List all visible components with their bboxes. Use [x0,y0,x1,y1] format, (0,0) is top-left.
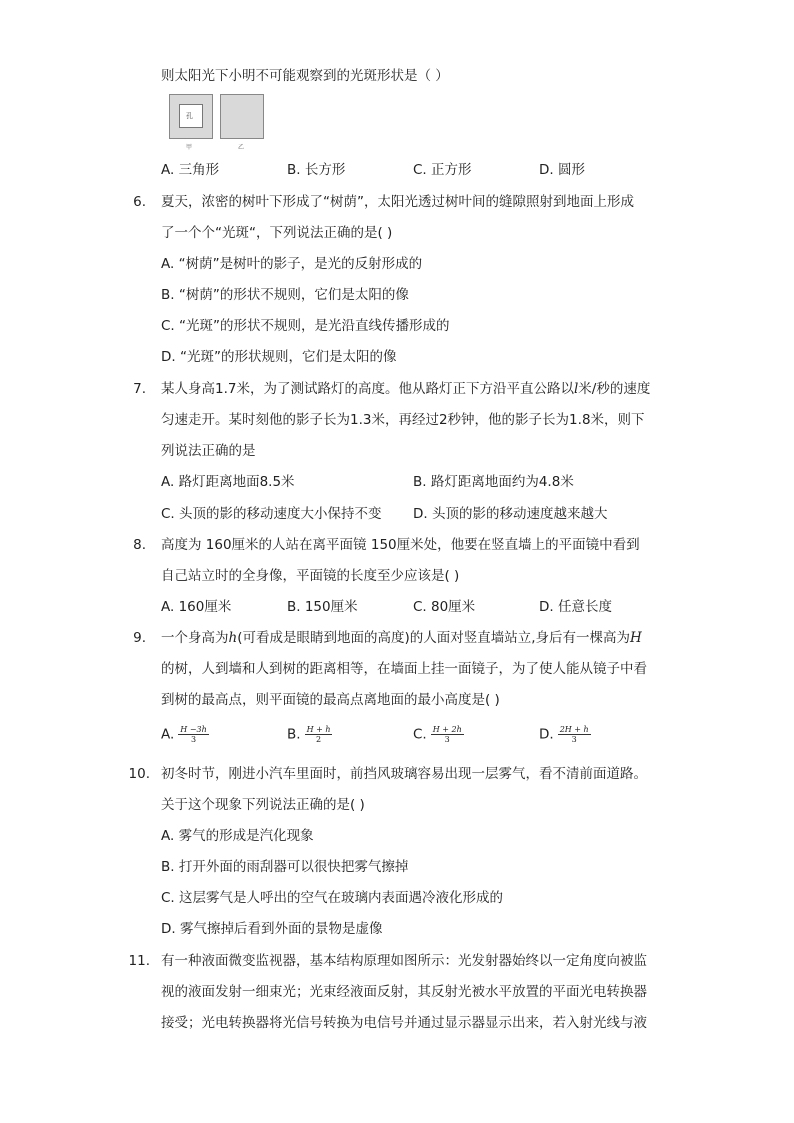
q9-number: 9. [133,630,146,646]
q7-number: 7. [133,381,146,397]
q7-option-a[interactable]: A. 路灯距离地面8.5米 [161,474,295,490]
q10-option-b[interactable]: B. 打开外面的雨刮器可以很快把雾气擦掉 [161,859,409,875]
figure-yi [220,94,264,139]
q10-option-c[interactable]: C. 这层雾气是人呼出的空气在玻璃内表面遇冷液化形成的 [161,890,504,906]
q9-stem-line3: 到树的最高点，则平面镜的最高点离地面的最小高度是( ) [161,692,500,708]
q9-var-h: h [228,630,238,646]
q9-stem-line1 [161,629,642,647]
figure-yi-caption: 乙 [238,144,245,151]
q9-option-c-fraction [431,725,464,744]
q8-stem-line2: 自己站立时的全身像，平面镜的长度至少应该是( ) [161,568,460,584]
q10-option-d[interactable]: D. 雾气擦掉后看到外面的景物是虚像 [161,921,383,937]
q8-stem-line1: 高度为 160厘米的人站在离平面镜 150厘米处，他要在竖直墙上的平面镜中看到 [161,537,640,553]
q7-var-l: l [573,381,579,397]
q5-option-c[interactable]: C. 正方形 [413,162,472,178]
q9-option-c-denominator: 3 [444,735,450,744]
q10-stem-line1: 初冬时节，刚进小汽车里面时，前挡风玻璃容易出现一层雾气，看不清前面道路。 [161,766,647,782]
q6-stem-line1: 夏天，浓密的树叶下形成了“树荫”，太阳光透过树叶间的缝隙照射到地面上形成 [161,194,634,210]
q9-stem-line1-b: (可看成是眼睛到地面的高度)的人面对竖直墙站立,身后有一棵高为 [237,630,631,646]
q9-option-b-numerator: H + h [306,725,331,734]
q6-option-b[interactable]: B. “树荫”的形状不规则，它们是太阳的像 [161,287,409,303]
q9-option-d-fraction [558,725,591,744]
q9-var-H: H [630,630,642,646]
q10-option-a[interactable]: A. 雾气的形成是汽化现象 [161,828,314,844]
q9-option-a-letter: A. [161,726,175,743]
q9-option-a-numerator: H −3h [180,725,207,734]
q8-option-b[interactable]: B. 150厘米 [287,599,358,615]
q9-option-c-numerator: H + 2h [432,725,462,734]
q9-option-d-denominator: 3 [571,735,577,744]
q7-option-c[interactable]: C. 头顶的影的移动速度大小保持不变 [161,506,382,522]
q9-option-b-fraction [305,725,333,744]
q5-option-b[interactable]: B. 长方形 [287,162,346,178]
q7-stem-line1-b: 米/秒的速度 [578,381,651,397]
q7-stem-line3: 列说法正确的是 [161,443,256,459]
q9-option-d-numerator: 2H + h [559,725,589,734]
q9-option-b[interactable] [287,725,332,744]
figure-jia [169,94,213,139]
q10-stem-line2: 关于这个现象下列说法正确的是( ) [161,797,365,813]
q9-option-a-fraction [178,725,208,744]
q11-stem-line2: 视的液面发射一细束光；光束经液面反射，其反射光被水平放置的平面光电转换器 [161,984,647,1000]
q10-number: 10. [128,766,150,782]
q7-stem-line1 [161,380,650,398]
q8-option-a[interactable]: A. 160厘米 [161,599,232,615]
q5-option-a[interactable]: A. 三角形 [161,162,220,178]
q9-option-d-letter: D. [539,726,554,743]
q9-option-d[interactable] [539,725,591,744]
q9-stem-line2: 的树，人到墙和人到树的距离相等，在墙面上挂一面镜子，为了使人能从镜子中看 [161,661,647,677]
q5-option-d[interactable]: D. 圆形 [539,162,585,178]
q6-stem-line2: 了一个个“光斑“，下列说法正确的是( ) [161,225,393,241]
figure-jia-caption: 甲 [186,144,193,151]
q6-option-c[interactable]: C. “光斑”的形状不规则，是光沿直线传播形成的 [161,318,450,334]
q11-stem-line3: 接受；光电转换器将光信号转换为电信号并通过显示器显示出来，若入射光线与液 [161,1015,647,1031]
q8-option-d[interactable]: D. 任意长度 [539,599,612,615]
q9-stem-line1-a: 一个身高为 [161,630,229,646]
q7-stem-line1-a: 某人身高1.7米，为了测试路灯的高度。他从路灯正下方沿平直公路以 [161,381,574,397]
q9-option-a[interactable] [161,725,209,744]
q8-option-c[interactable]: C. 80厘米 [413,599,476,615]
q6-option-a[interactable]: A. “树荫”是树叶的影子，是光的反射形成的 [161,256,423,272]
q9-option-b-letter: B. [287,726,301,743]
q7-option-b[interactable]: B. 路灯距离地面约为4.8米 [413,474,574,490]
q5-stem-tail: 则太阳光下小明不可能观察到的光斑形状是（ ） [161,68,449,84]
q6-option-d[interactable]: D. “光斑”的形状规则，它们是太阳的像 [161,349,397,365]
q9-option-c-letter: C. [413,726,427,743]
hole-label: 孔 [186,112,193,120]
q9-option-b-denominator: 2 [315,735,322,744]
q9-option-c[interactable] [413,725,464,744]
q11-stem-line1: 有一种液面微变监视器，基本结构原理如图所示：光发射器始终以一定角度向被监 [161,953,647,969]
q9-option-a-denominator: 3 [190,735,197,744]
q8-number: 8. [133,537,146,553]
q6-number: 6. [133,194,146,210]
q11-number: 11. [128,953,150,969]
q7-stem-line2: 匀速走开。某时刻他的影子长为1.3米，再经过2秒钟，他的影子长为1.8米，则下 [161,412,645,428]
q7-option-d[interactable]: D. 头顶的影的移动速度越来越大 [413,506,608,522]
hole-square [179,104,203,128]
